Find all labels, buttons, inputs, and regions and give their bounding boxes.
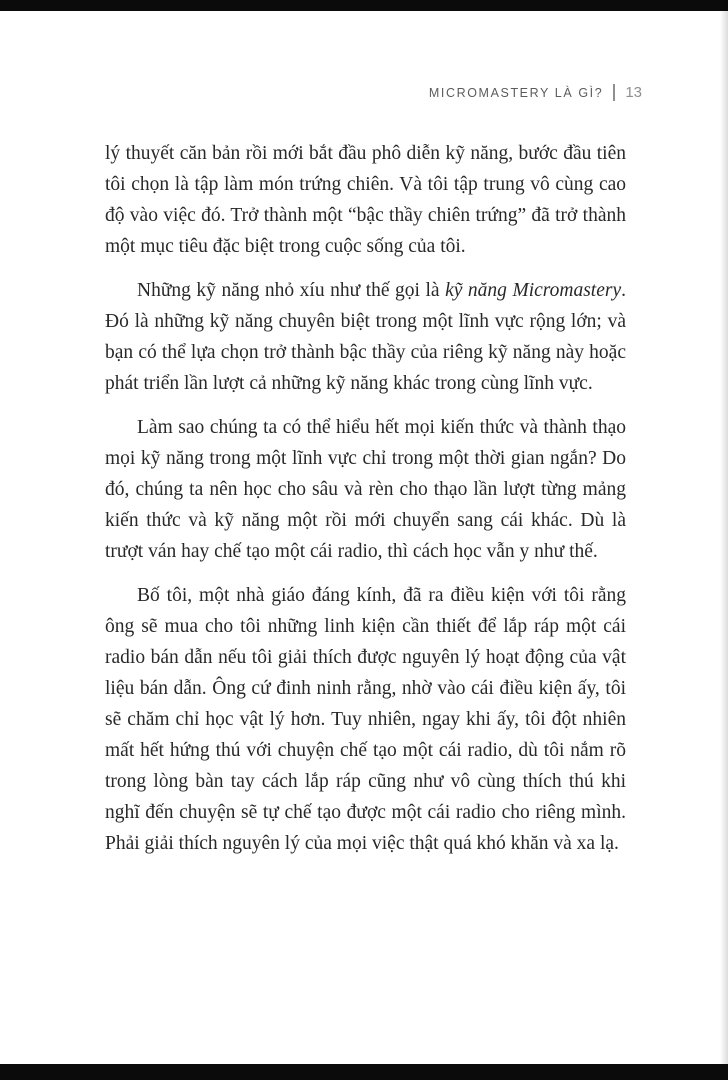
body-text: [105, 138, 626, 872]
running-header: [0, 84, 642, 101]
paragraph-1: lý thuyết căn bản rồi mới bắt đầu phô diễn kỹ năng, bước đầu tiên tôi chọn là tập làm món trứng chiên. Và tôi tập trung vô cùng cao độ vào việc đó. Trở thành một “bậc thầy chiên trứng” đã trở thành một mục tiêu đặc biệt trong cuộc sống của tôi.: [105, 143, 626, 257]
paragraph-2-segment-3: . Đó là những kỹ năng chuyên biệt trong một lĩnh vực rộng lớn; và bạn có thể lựa chọn trở thành bậc thầy của riêng kỹ năng này hoặc phát triển lần lượt cả những kỹ năng khác trong cùng lĩnh vực.: [105, 280, 626, 394]
paragraph-2: [105, 275, 626, 399]
paragraph-3: Làm sao chúng ta có thể hiểu hết mọi kiến thức và thành thạo mọi kỹ năng trong một lĩnh vực chỉ trong một thời gian ngắn? Do đó, chúng ta nên học cho sâu và rèn cho thạo lần lượt từng mảng kiến thức và kỹ năng một rồi mới chuyển sang cái khác. Dù là trượt ván hay chế tạo một cái radio, thì cách học vẫn y như thế.: [105, 417, 626, 562]
header-divider: [613, 84, 615, 101]
paragraph-4: Bố tôi, một nhà giáo đáng kính, đã ra điều kiện với tôi rằng ông sẽ mua cho tôi những linh kiện cần thiết để lắp ráp một cái radio bán dẫn nếu tôi giải thích được nguyên lý hoạt động của vật liệu bán dẫn. Ông cứ đinh ninh rằng, nhờ vào cái điều kiện ấy, tôi sẽ chăm chỉ học vật lý hơn. Tuy nhiên, ngay khi ấy, tôi đột nhiên mất hết hứng thú với chuyện chế tạo một cái radio, dù tôi nắm rõ trong lòng bàn tay cách lắp ráp cũng như vô cùng thích thú khi nghĩ đến chuyện sẽ tự chế tạo được một cái radio cho riêng mình. Phải giải thích nguyên lý của mọi việc thật quá khó khăn và xa lạ.: [105, 585, 626, 854]
page-number: 13: [625, 84, 642, 101]
paragraph-2-segment-1: Những kỹ năng nhỏ xíu như thế gọi là: [137, 280, 446, 301]
top-black-bar: [0, 0, 728, 11]
chapter-title: MICROMASTERY LÀ GÌ?: [428, 85, 604, 100]
paragraph-2-italic-term: kỹ năng Micromastery: [445, 280, 622, 301]
page-edge-shadow: [720, 0, 728, 1080]
bottom-black-bar: [0, 1064, 728, 1080]
